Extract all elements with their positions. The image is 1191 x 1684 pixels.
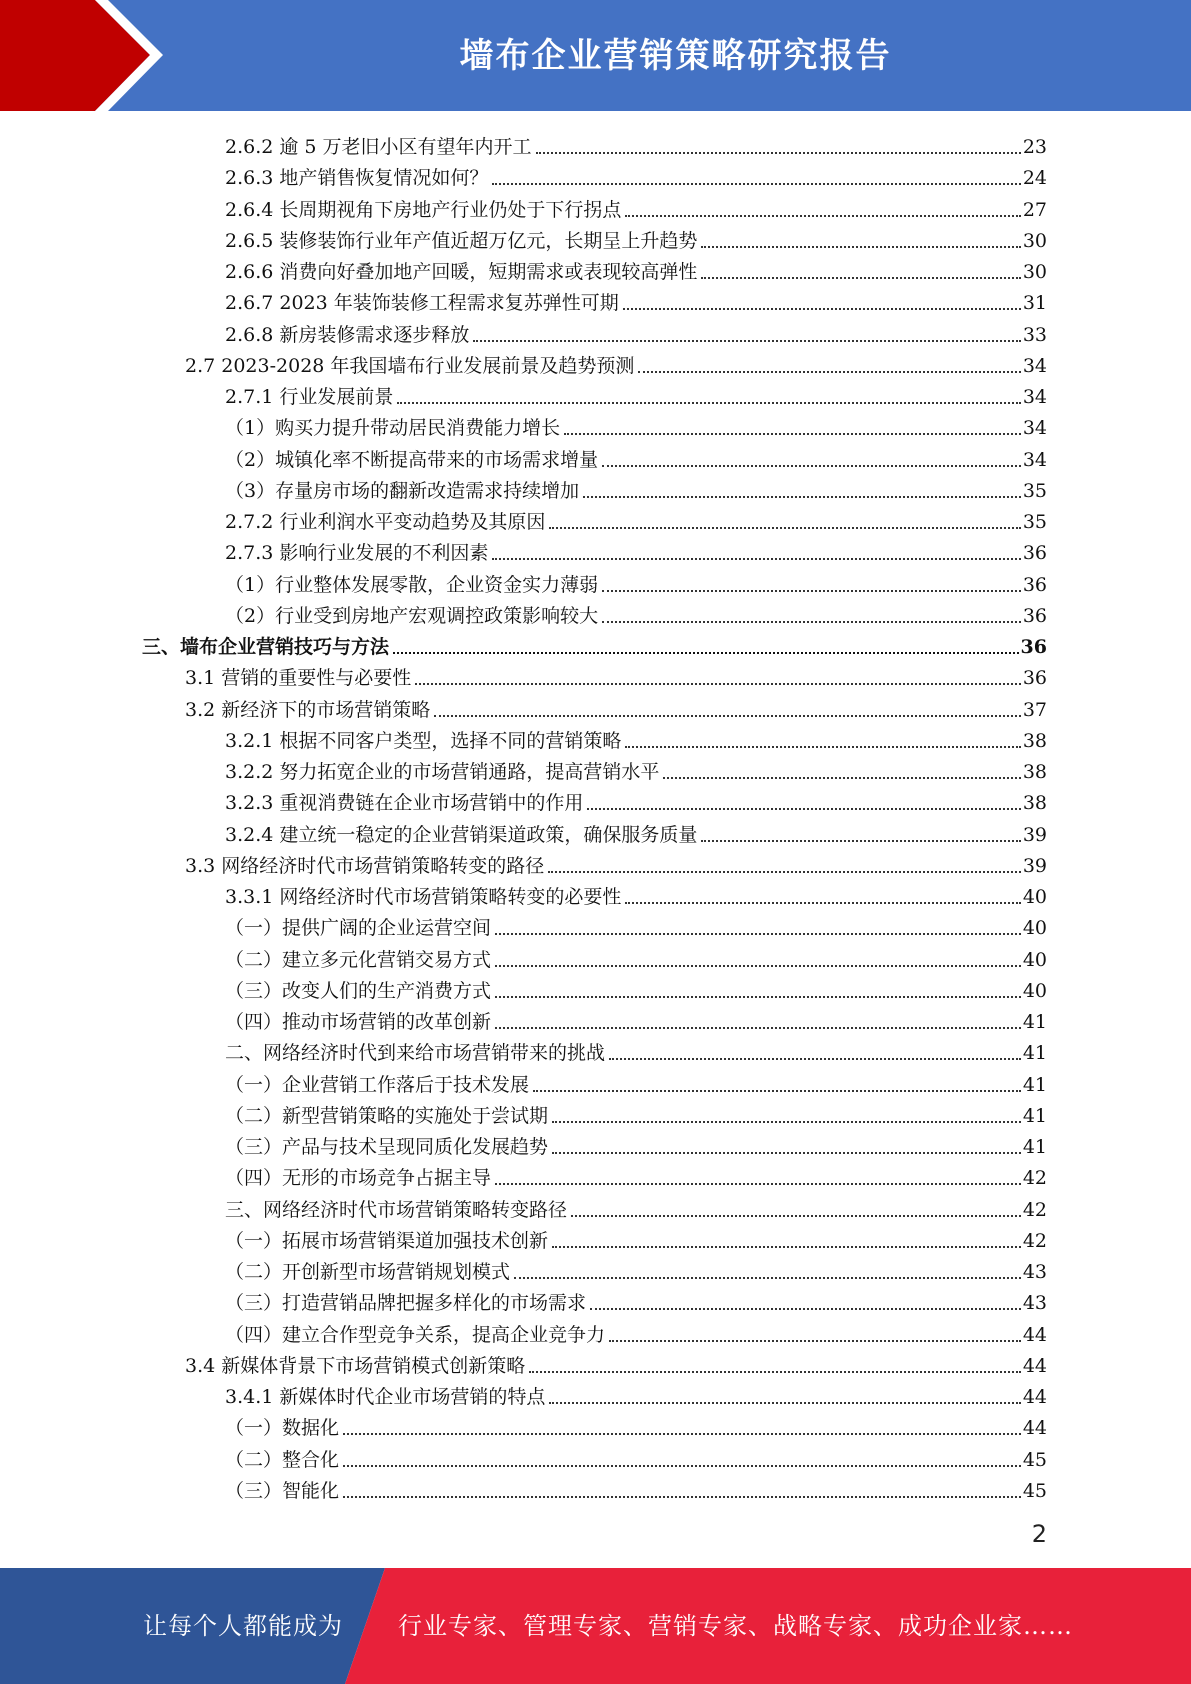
toc-entry-label: 2.6.6 消费向好叠加地产回暖，短期需求或表现较高弹性 [225,261,698,283]
toc-dot-leader [552,1245,1021,1248]
toc-entry[interactable] [225,409,1047,440]
toc-entry-page: 24 [1022,167,1047,190]
toc-entry[interactable] [225,722,1047,753]
toc-entry-page: 35 [1022,479,1047,502]
toc-entry-page: 38 [1022,761,1047,783]
toc-entry-page: 23 [1022,136,1047,158]
toc-entry-page: 42 [1022,1229,1047,1252]
toc-entry-page: 36 [1022,604,1047,627]
toc-entry-page: 41 [1022,1104,1047,1127]
toc-dot-leader [533,1089,1021,1092]
toc-entry-page: 33 [1022,323,1047,346]
toc-entry-label: 3.4.1 新媒体时代企业市场营销的特点 [225,1386,546,1408]
toc-entry-page: 43 [1022,1261,1047,1283]
toc-entry-label: （3）存量房市场的翻新改造需求持续增加 [225,479,580,502]
toc-entry[interactable] [225,128,1047,159]
toc-dot-leader [514,1276,1021,1279]
toc-entry-page: 36 [1022,573,1047,596]
toc-entry[interactable] [185,847,1047,878]
toc-entry-page: 36 [1022,542,1047,565]
toc-entry[interactable] [225,753,1047,784]
toc-entry[interactable] [225,909,1047,940]
toc-dot-leader [343,1432,1021,1435]
toc-entry-page: 40 [1022,917,1047,940]
toc-entry-page: 27 [1022,198,1047,221]
toc-entry[interactable] [225,191,1047,222]
toc-entry-page: 36 [1022,667,1047,690]
toc-dot-leader [602,464,1021,467]
toc-entry[interactable] [225,159,1047,190]
toc-dot-leader [529,1370,1021,1373]
toc-dot-leader [590,1307,1021,1310]
toc-entry[interactable] [225,566,1047,597]
toc-dot-leader [602,620,1021,623]
toc-entry[interactable] [225,1316,1047,1347]
footer-slogan-right: 行业专家、管理专家、营销专家、战略专家、成功企业家…… [398,1612,1073,1640]
toc-entry[interactable] [225,1472,1047,1503]
toc-dot-leader [701,839,1020,842]
toc-dot-leader [549,526,1020,529]
toc-entry-label: （四）无形的市场竞争占据主导 [225,1167,492,1190]
toc-entry-label: 3.2 新经济下的市场营销策略 [185,698,431,721]
toc-entry-label: （一）提供广阔的企业运营空间 [225,917,492,940]
toc-entry[interactable] [225,1409,1047,1440]
report-title: 墙布企业营销策略研究报告 [459,36,892,76]
page-header [0,0,1191,111]
toc-dot-leader [343,1464,1021,1467]
toc-entry-label: （2）行业受到房地产宏观调控政策影响较大 [225,604,599,627]
toc-entry-label: 2.6.4 长周期视角下房地产行业仍处于下行拐点 [225,198,622,221]
toc-entry-page: 42 [1022,1167,1047,1190]
toc-dot-leader [495,1026,1021,1029]
toc-entry-label: 3.3.1 网络经济时代市场营销策略转变的必要性 [225,886,622,908]
toc-dot-leader [552,1151,1021,1154]
toc-entry[interactable] [225,503,1047,534]
toc-entry-page: 38 [1022,792,1047,815]
toc-dot-leader [495,932,1021,935]
toc-entry[interactable] [225,1066,1047,1097]
toc-entry-page: 38 [1022,729,1047,752]
toc-entry[interactable] [225,1253,1047,1284]
toc-entry-page: 30 [1022,261,1047,283]
toc-dot-leader [495,1182,1021,1185]
toc-entry-label: 三、墙布企业营销技巧与方法 [142,636,390,658]
toc-dot-leader [495,995,1021,998]
toc-entry-page: 34 [1022,417,1047,440]
toc-entry-label: 2.6.3 地产销售恢复情况如何？ [225,167,489,190]
toc-dot-leader [343,1495,1021,1498]
toc-entry-page: 39 [1022,823,1047,846]
toc-entry[interactable] [142,628,1047,659]
toc-entry[interactable] [225,1159,1047,1190]
toc-entry-page: 36 [1020,636,1047,658]
toc-entry[interactable] [225,253,1047,284]
toc-dot-leader [434,714,1021,717]
toc-entry[interactable] [225,534,1047,565]
toc-dot-leader [473,339,1020,342]
toc-entry-label: （一）企业营销工作落后于技术发展 [225,1073,530,1096]
toc-entry-page: 41 [1022,1042,1047,1065]
toc-dot-leader [549,1401,1020,1404]
toc-dot-leader [492,182,1020,185]
toc-entry-label: 2.6.7 2023 年装饰装修工程需求复苏弹性可期 [225,292,619,315]
toc-dot-leader [552,1120,1021,1123]
toc-entry[interactable] [225,972,1047,1003]
toc-entry-page: 44 [1022,1323,1047,1346]
toc-dot-leader [623,307,1021,310]
toc-entry-label: 3.2.2 努力拓宽企业的市场营销通路，提高营销水平 [225,761,660,783]
toc-entry[interactable] [225,1097,1047,1128]
toc-dot-leader [548,870,1021,873]
toc-dot-leader [415,682,1021,685]
toc-entry[interactable] [225,1222,1047,1253]
toc-entry-label: （四）建立合作型竞争关系，提高企业竞争力 [225,1323,606,1346]
toc-entry[interactable] [225,441,1047,472]
toc-entry-label: （三）产品与技术呈现同质化发展趋势 [225,1136,549,1158]
toc-entry-page: 37 [1022,698,1047,721]
toc-entry-page: 39 [1022,854,1047,877]
toc-entry[interactable] [225,1378,1047,1409]
toc-dot-leader [625,745,1020,748]
toc-entry-label: （二）建立多元化营销交易方式 [225,948,492,971]
toc-entry-label: 3.2.4 建立统一稳定的企业营销渠道政策，确保服务质量 [225,823,698,846]
toc-entry-label: （三）打造营销品牌把握多样化的市场需求 [225,1292,587,1315]
toc-dot-leader [495,964,1021,967]
toc-dot-leader [701,276,1020,279]
toc-entry-page: 42 [1022,1198,1047,1221]
toc-entry-label: 3.1 营销的重要性与必要性 [185,667,412,690]
toc-entry-page: 41 [1022,1136,1047,1158]
page-number: 2 [1031,1520,1047,1548]
toc-entry-label: 二、网络经济时代到来给市场营销带来的挑战 [225,1042,606,1065]
toc-entry-label: （二）开创新型市场营销规划模式 [225,1261,511,1283]
toc-entry-label: 2.7 2023-2028 年我国墙布行业发展前景及趋势预测 [185,354,635,377]
toc-entry[interactable] [225,284,1047,315]
toc-entry[interactable] [225,1191,1047,1222]
toc-entry[interactable] [225,1284,1047,1315]
toc-entry-page: 34 [1022,354,1047,377]
toc-entry[interactable] [225,1128,1047,1159]
toc-entry-label: 2.6.5 装修装饰行业年产值近超万亿元，长期呈上升趋势 [225,229,698,252]
toc-entry-page: 45 [1022,1479,1047,1502]
toc-entry[interactable] [225,1441,1047,1472]
toc-entry-page: 40 [1022,979,1047,1002]
toc-dot-leader [609,1057,1021,1060]
toc-entry-label: （三）智能化 [225,1479,340,1502]
toc-entry[interactable] [185,1347,1047,1378]
toc-dot-leader [609,1339,1021,1342]
toc-dot-leader [583,495,1021,498]
toc-dot-leader [492,557,1020,560]
toc-entry[interactable] [225,1034,1047,1065]
toc-entry-page: 40 [1022,886,1047,908]
toc-dot-leader [564,432,1021,435]
toc-entry-label: （二）整合化 [225,1448,340,1471]
toc-entry[interactable] [225,816,1047,847]
toc-entry-label: 2.6.2 逾 5 万老旧小区有望年内开工 [225,136,532,158]
toc-entry-label: （二）新型营销策略的实施处于尝试期 [225,1104,549,1127]
toc-entry[interactable] [225,597,1047,628]
toc-entry-page: 34 [1022,448,1047,471]
toc-dot-leader [602,589,1021,592]
toc-entry[interactable] [225,378,1047,409]
toc-entry-label: 3.4 新媒体背景下市场营销模式创新策略 [185,1354,526,1377]
toc-entry-label: 2.7.1 行业发展前景 [225,386,394,408]
toc-entry-page: 31 [1022,292,1047,315]
footer-slogan-left: 让每个人都能成为 [143,1612,343,1640]
toc-dot-leader [701,245,1020,248]
toc-entry-page: 30 [1022,229,1047,252]
toc-entry[interactable] [225,316,1047,347]
toc-entry[interactable] [185,691,1047,722]
toc-entry-label: 2.6.8 新房装修需求逐步释放 [225,323,470,346]
toc-entry-page: 41 [1022,1011,1047,1033]
toc-entry[interactable] [225,878,1047,909]
toc-entry[interactable] [185,659,1047,690]
toc-entry-page: 40 [1022,948,1047,971]
toc-entry-page: 35 [1022,511,1047,533]
toc-dot-leader [638,370,1020,373]
toc-entry-label: 2.7.3 影响行业发展的不利因素 [225,542,489,565]
toc-dot-leader [571,1214,1021,1217]
toc-dot-leader [397,401,1020,404]
toc-entry[interactable] [225,472,1047,503]
toc-entry-label: （2）城镇化率不断提高带来的市场需求增量 [225,448,599,471]
toc-dot-leader [663,776,1020,779]
toc-entry[interactable] [185,347,1047,378]
toc-entry-page: 43 [1022,1292,1047,1315]
toc-dot-leader [536,151,1021,154]
toc-entry-page: 44 [1022,1354,1047,1377]
toc-dot-leader [625,901,1020,904]
toc-entry-label: （一）拓展市场营销渠道加强技术创新 [225,1229,549,1252]
page-footer [0,1568,1191,1684]
toc-entry-label: 3.2.3 重视消费链在企业市场营销中的作用 [225,792,584,815]
toc-entry-label: （四）推动市场营销的改革创新 [225,1011,492,1033]
toc-entry-label: （1）行业整体发展零散，企业资金实力薄弱 [225,573,599,596]
toc-entry[interactable] [225,941,1047,972]
toc-entry[interactable] [225,1003,1047,1034]
toc-entry-page: 34 [1022,386,1047,408]
toc-entry-label: （1）购买力提升带动居民消费能力增长 [225,417,561,440]
toc-entry-label: （一）数据化 [225,1417,340,1440]
toc-entry[interactable] [225,784,1047,815]
toc-entry-label: 3.2.1 根据不同客户类型，选择不同的营销策略 [225,729,622,752]
toc-entry-page: 45 [1022,1448,1047,1471]
toc-entry-label: 2.7.2 行业利润水平变动趋势及其原因 [225,511,546,533]
toc-entry-page: 44 [1022,1417,1047,1440]
toc-entry-label: 3.3 网络经济时代市场营销策略转变的路径 [185,854,545,877]
toc-entry-page: 44 [1022,1386,1047,1408]
toc-entry[interactable] [225,222,1047,253]
toc-entry-label: （三）改变人们的生产消费方式 [225,979,492,1002]
toc-dot-leader [625,214,1020,217]
toc-dot-leader [393,651,1019,654]
toc-dot-leader [587,807,1020,810]
toc-entry-page: 41 [1022,1073,1047,1096]
toc-entry-label: 三、网络经济时代市场营销策略转变路径 [225,1198,568,1221]
